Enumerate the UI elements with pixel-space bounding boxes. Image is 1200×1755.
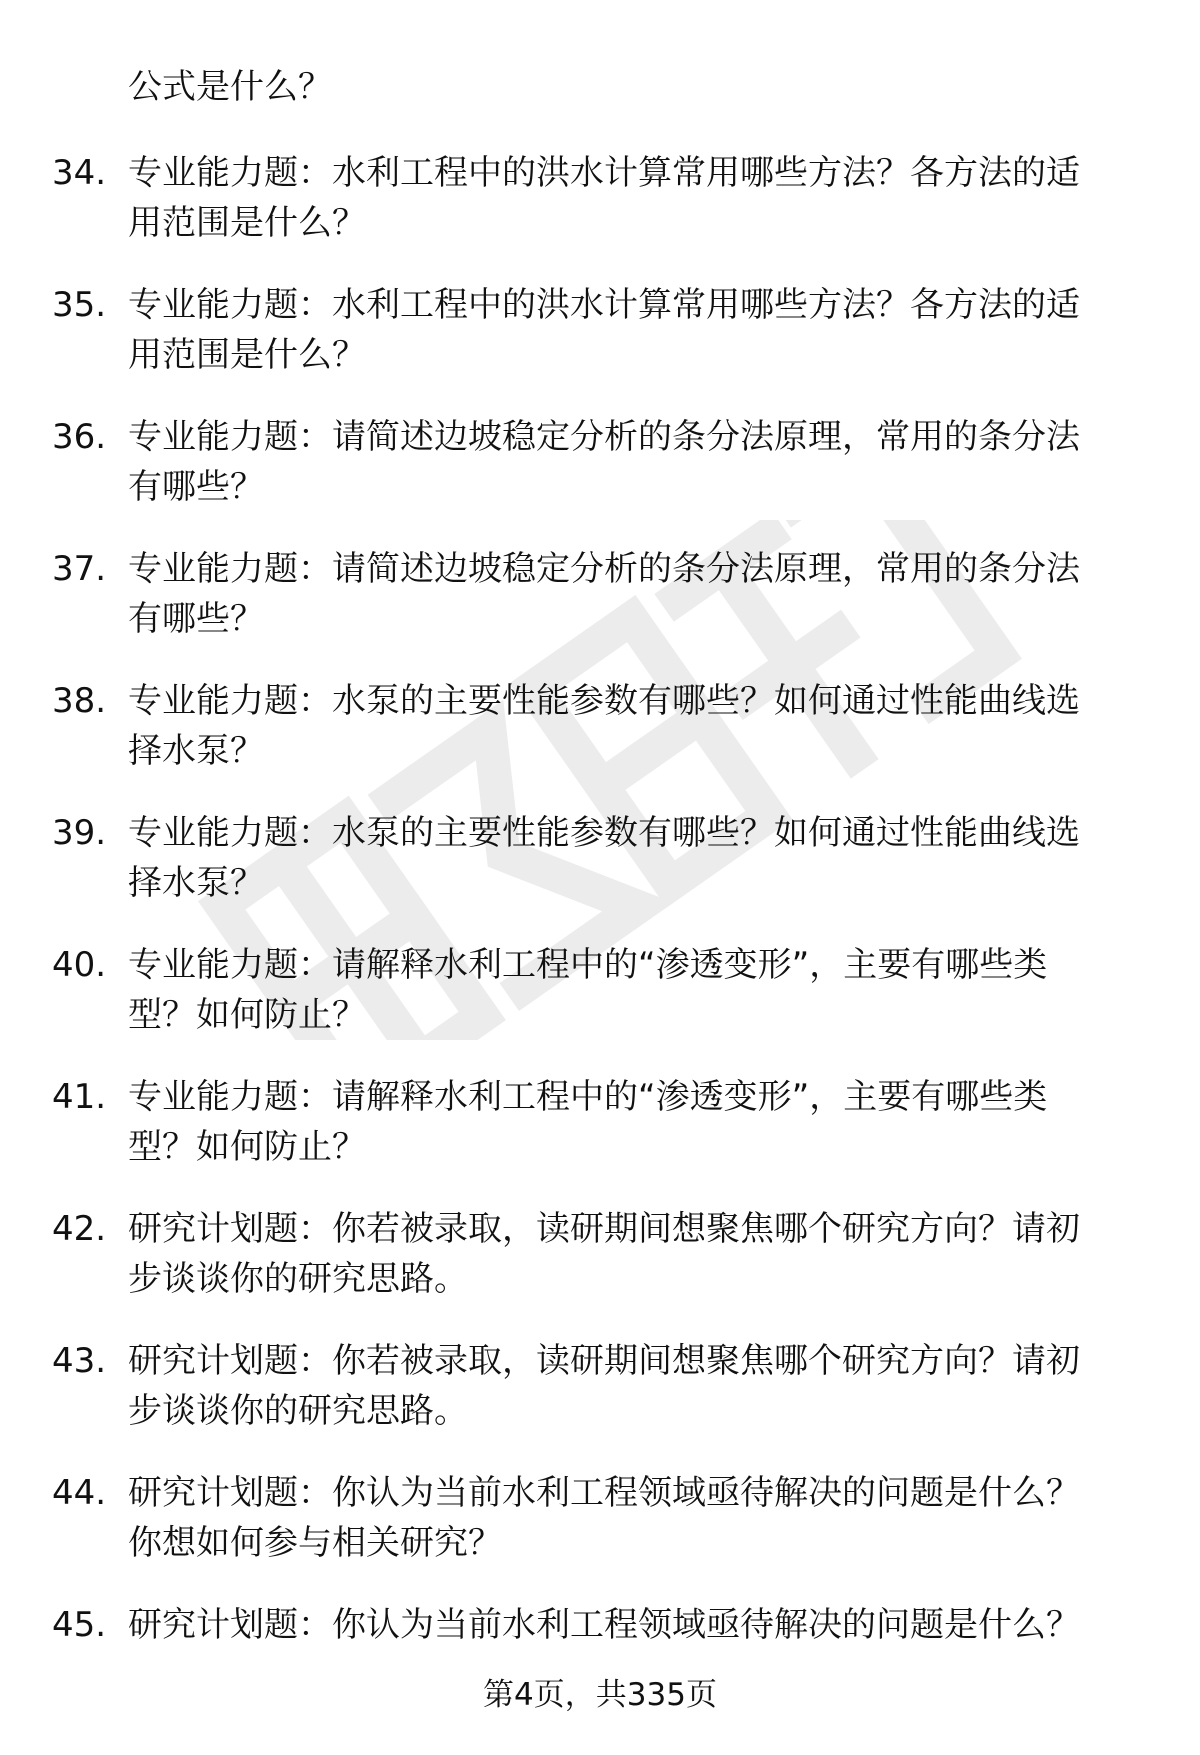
question-number: 37. [52,549,107,589]
question-text-line: 型？如何防止？ [128,1127,366,1167]
question-item [0,1468,1200,1600]
question-number: 41. [52,1077,107,1117]
question-list [0,148,1200,1732]
question-text [128,676,1138,776]
question-text-line: 专业能力题：请解释水利工程中的“渗透变形”，主要有哪些类 [128,945,1048,985]
question-item [0,1336,1200,1468]
question-text [128,1204,1138,1304]
question-text [128,280,1138,380]
question-text [128,544,1138,644]
question-item [0,544,1200,676]
question-item [0,280,1200,412]
question-item [0,676,1200,808]
question-text-line: 型？如何防止？ [128,995,366,1035]
question-text-line: 专业能力题：水泵的主要性能参数有哪些？如何通过性能曲线选 [128,681,1080,721]
question-text [128,1600,1138,1650]
question-text [128,412,1138,512]
question-number: 44. [52,1473,107,1513]
question-text-line: 步谈谈你的研究思路。 [128,1391,468,1431]
question-text [128,148,1138,248]
question-number: 38. [52,681,107,721]
question-number: 34. [52,153,107,193]
question-text-line: 专业能力题：水泵的主要性能参数有哪些？如何通过性能曲线选 [128,813,1080,853]
question-text [128,808,1138,908]
question-number: 43. [52,1341,107,1381]
question-number: 45. [52,1605,107,1645]
question-text [128,1336,1138,1436]
question-item [0,412,1200,544]
question-text-line: 择水泵？ [128,731,264,771]
continued-question-text: 公式是什么？ [128,67,332,107]
question-text-line: 有哪些？ [128,599,264,639]
question-number: 42. [52,1209,107,1249]
question-item [0,1072,1200,1204]
question-text-line: 用范围是什么？ [128,335,366,375]
question-text-line: 研究计划题：你认为当前水利工程领域亟待解决的问题是什么？ [128,1605,1080,1645]
question-text-line: 步谈谈你的研究思路。 [128,1259,468,1299]
question-text [128,1072,1138,1172]
question-item [0,940,1200,1072]
question-text-line: 研究计划题：你认为当前水利工程领域亟待解决的问题是什么？ [128,1473,1080,1513]
question-text-line: 专业能力题：水利工程中的洪水计算常用哪些方法？各方法的适 [128,285,1080,325]
question-item [0,1204,1200,1336]
question-number: 35. [52,285,107,325]
question-text-line: 研究计划题：你若被录取，读研期间想聚焦哪个研究方向？请初 [128,1341,1080,1381]
question-text-line: 用范围是什么？ [128,203,366,243]
question-text-line: 有哪些？ [128,467,264,507]
page-footer: 第4页，共335页 [483,1677,717,1713]
question-text-line: 专业能力题：请简述边坡稳定分析的条分法原理，常用的条分法 [128,549,1080,589]
question-number: 39. [52,813,107,853]
question-item [0,148,1200,280]
question-number: 36. [52,417,107,457]
question-item [0,808,1200,940]
question-text-line: 择水泵？ [128,863,264,903]
question-text [128,940,1138,1040]
question-text-line: 研究计划题：你若被录取，读研期间想聚焦哪个研究方向？请初 [128,1209,1080,1249]
question-text-line: 专业能力题：水利工程中的洪水计算常用哪些方法？各方法的适 [128,153,1080,193]
question-text-line: 专业能力题：请简述边坡稳定分析的条分法原理，常用的条分法 [128,417,1080,457]
question-text-line: 专业能力题：请解释水利工程中的“渗透变形”，主要有哪些类 [128,1077,1048,1117]
question-text [128,1468,1138,1568]
question-number: 40. [52,945,107,985]
question-text-line: 你想如何参与相关研究？ [128,1523,502,1563]
